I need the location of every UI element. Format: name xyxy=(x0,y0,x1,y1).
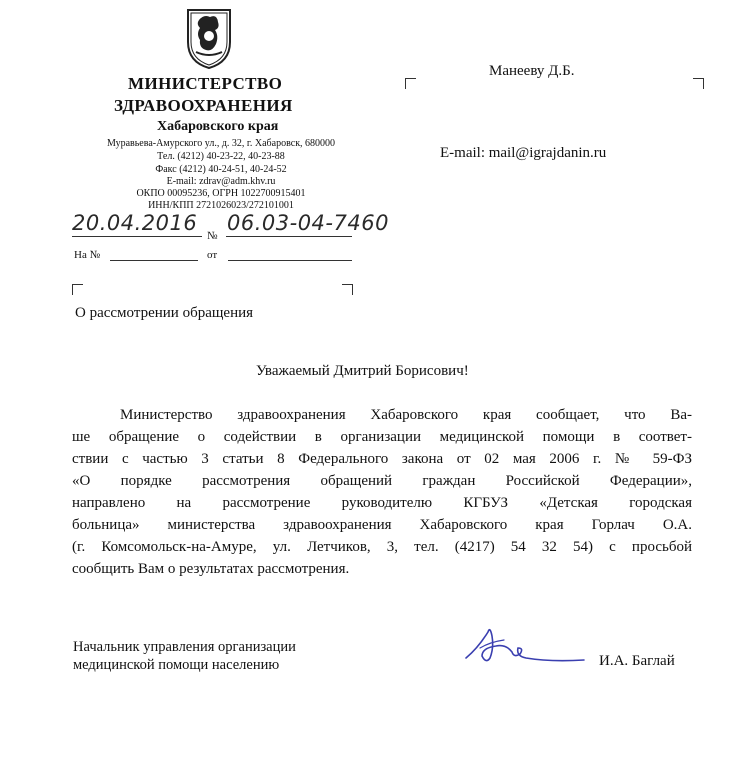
signatory-title-line2: медицинской помощи населению xyxy=(73,657,280,673)
body-line: (г. Комсомольск-на-Амуре, ул. Летчиков, 3, тел. (4217) 54 32 54) с просьбой xyxy=(72,539,692,555)
body-line: Министерство здравоохранения Хабаровского края сообщает, что Ва- xyxy=(120,407,692,423)
org-name-line1: МИНИСТЕРСТВО xyxy=(128,74,283,93)
body-line: направлено на рассмотрение руководителю КГБУЗ «Детская городская xyxy=(72,495,692,511)
reference-number-line xyxy=(110,260,198,261)
date-underline xyxy=(72,236,202,237)
body-line: ше обращение о содействии в организации медицинской помощи в соответ- xyxy=(72,429,692,445)
subject-corner-left xyxy=(72,284,83,295)
org-address: Муравьева-Амурского ул., д. 32, г. Хабаровск, 680000 xyxy=(106,138,336,149)
recipient-email: E-mail: mail@igrajdanin.ru xyxy=(440,145,607,161)
org-name-line2: ЗДРАВООХРАНЕНИЯ xyxy=(114,96,293,115)
org-fax: Факс (4212) 40-24-51, 40-24-52 xyxy=(155,164,287,175)
org-region: Хабаровского края xyxy=(157,119,279,134)
registration-date: 20.04.2016 xyxy=(72,211,198,235)
body-line: сообщить Вам о результатах рассмотрения. xyxy=(72,561,350,577)
recipient-name: Манееву Д.Б. xyxy=(489,63,575,79)
letter-body xyxy=(72,404,692,580)
body-line: «О порядке рассмотрения обращений граждан Российской Федерации», xyxy=(72,473,692,489)
subject-corner-right xyxy=(342,284,353,295)
greeting: Уважаемый Дмитрий Борисович! xyxy=(256,363,469,379)
coat-of-arms-icon xyxy=(184,6,234,70)
body-line: ствии с частью 3 статьи 8 Федерального закона от 02 мая 2006 г. № 59-ФЗ xyxy=(72,451,692,467)
org-okpo: ОКПО 00095236, ОГРН 1022700915401 xyxy=(136,188,306,199)
number-sign: № xyxy=(207,230,218,242)
reference-date-line xyxy=(228,260,352,261)
signatory-title xyxy=(73,638,296,674)
registration-number: 06.03-04-7460 xyxy=(227,211,389,235)
org-inn: ИНН/КПП 2721026023/272101001 xyxy=(148,200,294,211)
signatory-name: И.А. Баглай xyxy=(599,653,675,669)
body-line: больница» министерства здравоохранения Хабаровского края Горлач О.А. xyxy=(72,517,692,533)
org-email: E-mail: zdrav@adm.khv.ru xyxy=(166,176,276,187)
recipient-corner-left xyxy=(405,78,416,89)
reference-from-label: от xyxy=(207,249,218,261)
recipient-corner-right xyxy=(693,78,704,89)
reference-label: На № xyxy=(74,249,101,261)
number-underline xyxy=(226,236,352,237)
handwritten-signature xyxy=(460,618,590,670)
org-phone: Тел. (4212) 40-23-22, 40-23-88 xyxy=(157,151,285,162)
letter-subject: О рассмотрении обращения xyxy=(75,305,254,321)
signatory-title-line1: Начальник управления организации xyxy=(73,639,296,655)
